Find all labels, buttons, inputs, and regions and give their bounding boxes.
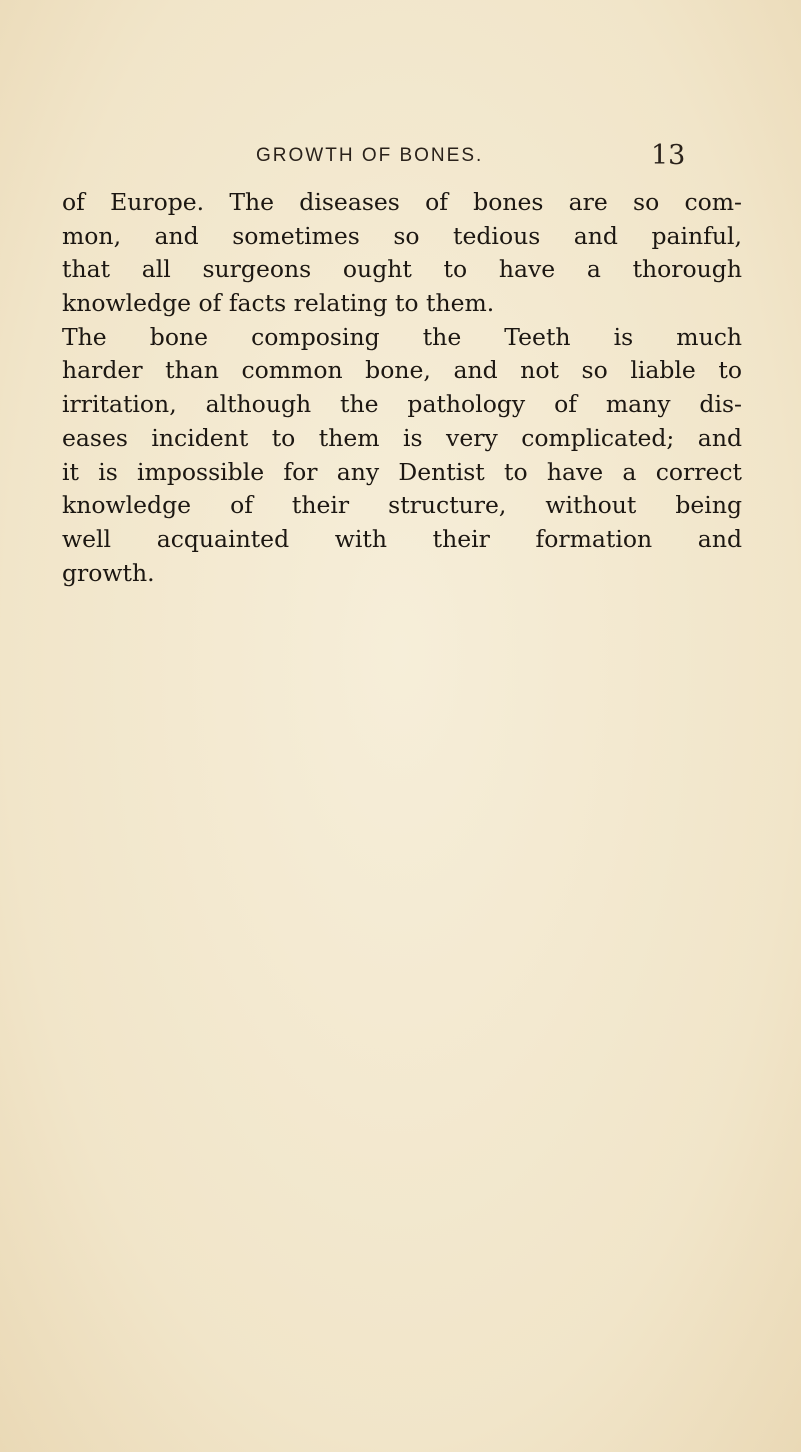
text-line: of Europe. The diseases of bones are so com- — [62, 188, 742, 216]
text-line: well acquainted with their formation and — [62, 524, 742, 553]
running-head — [0, 140, 801, 170]
body-text — [62, 186, 742, 590]
text-line: it is impossible for any Dentist to have a correct — [62, 457, 742, 486]
text-line: knowledge of facts relating to them. — [62, 289, 495, 318]
text-line: growth. — [62, 558, 155, 587]
text-line: The bone composing the Teeth is much — [62, 322, 742, 351]
text-line: harder than common bone, and not so liable to — [62, 356, 742, 385]
text-line: eases incident to them is very complicated; and — [62, 423, 742, 452]
text-line: mon, and sometimes so tedious and painful, — [62, 221, 742, 250]
running-title: GROWTH OF BONES. — [256, 145, 484, 166]
text-line: that all surgeons ought to have a thorough — [62, 255, 742, 284]
text-line: irritation, although the pathology of many dis- — [62, 390, 742, 419]
text-line: knowledge of their structure, without being — [62, 491, 742, 520]
page-number: 13 — [651, 140, 686, 171]
